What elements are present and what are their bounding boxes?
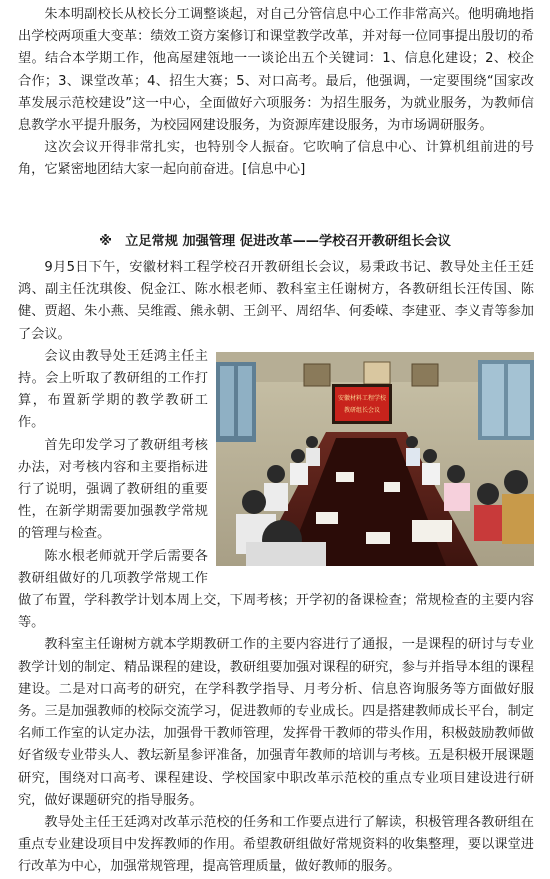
meeting-article <box>18 257 534 879</box>
paragraph: 这次会议开得非常扎实，也特别令人振奋。它吹响了信息中心、计算机组前进的号角，它紧密地团结大家一起向前奋进。[信息中心] <box>18 140 534 178</box>
paragraph: 会议由教导处王廷鸿主任主持。会上听取了教研组的工作打算，布置新学期的教学教研工作。 <box>18 348 208 431</box>
meeting-photo <box>216 352 534 566</box>
paragraph: 教导处主任王廷鸿对改革示范校的任务和工作要点进行了解读，积极管理各教研组在重点专业建设项目中发挥教师的作用。希望教研组做好常规资料的收集整理，要以课堂进行改革为中心，加强常规管理，提高管理质量，做好教师的服务。 <box>18 815 534 875</box>
screen-subtitle: 教研组长会议 <box>343 406 381 414</box>
paragraph: 首先印发学习了教研组考核办法，对考核内容和主要指标进行了说明，强调了教研组的重要性，在新学期需要加强教学常规的管理与检查。 <box>18 437 208 542</box>
screen-title: 安徽材料工程学校 <box>337 394 387 402</box>
paragraph: 教科室主任谢树方就本学期教研工作的主要内容进行了通报，一是课程的研讨与专业教学计划的制定、精品课程的建设，教研组要加强对课程的研究，参与并指导本组的课程建设。二是对口高考的研究，在学科教学指导、月考分析、信息咨询服务等方面做好服务。三是加强教师的校际交流学习，促进教师的专业成长。四是搭建教师成长平台，制定名师工作室的认定办法，加强骨干教师管理，发挥骨干教师的带头作用，积极鼓励教师做好省级专业带头人、教坛新星参评准备，加强青年教师的培训与考核。五是积极开展课题研究，围绕对口高考、课程建设、学校国家中职改革示范校的重点专业项目建设进行研究，做好课题研究的指导服务。 <box>18 637 534 808</box>
article-intro <box>18 4 534 182</box>
paragraph: 朱本明副校长从校长分工调整谈起，对自己分管信息中心工作非常高兴。他明确地指出学校两项重大变革：绩效工资方案修订和课堂教学改革，并对每一位同事提出殷切的希望。结合本学期工作，他高屋建瓴地一一谈论出五个关键词：1、信息化建设；2、校企合作；3、课堂改革；4、招生大赛；5、对口高考。最后，他强调，一定要围绕“国家改革发展示范校建设”这一中心，全面做好六项服务：为招生服务，为就业服务，为教师信息教学水平提升服务，为校园网建设服务，为资源库建设服务，为市场调研服务。 <box>18 7 534 134</box>
paragraph: 陈水根老师就开学后需要各教研组做好的几项教学常规工作做了布置，学科教学计划本周上交，下周考核；开学初的备课检查；常规检查的主要内容等。 <box>18 548 534 631</box>
article-heading: ※ 立足常规 加强管理 促进改革——学校召开教研组长会议 <box>99 234 451 249</box>
paragraph: 9月5日下午，安徽材料工程学校召开教研组长会议，易秉政书记、教导处主任王廷鸿、副主任沈琪俊、倪金江、陈水根老师、教科室主任谢树方，各教研组长汪传国、陈健、贾超、朱小燕、吴维霞、熊永朝、王剑平、周绍华、何委嵘、李建亚、李义青等参加了会议。 <box>18 260 534 342</box>
